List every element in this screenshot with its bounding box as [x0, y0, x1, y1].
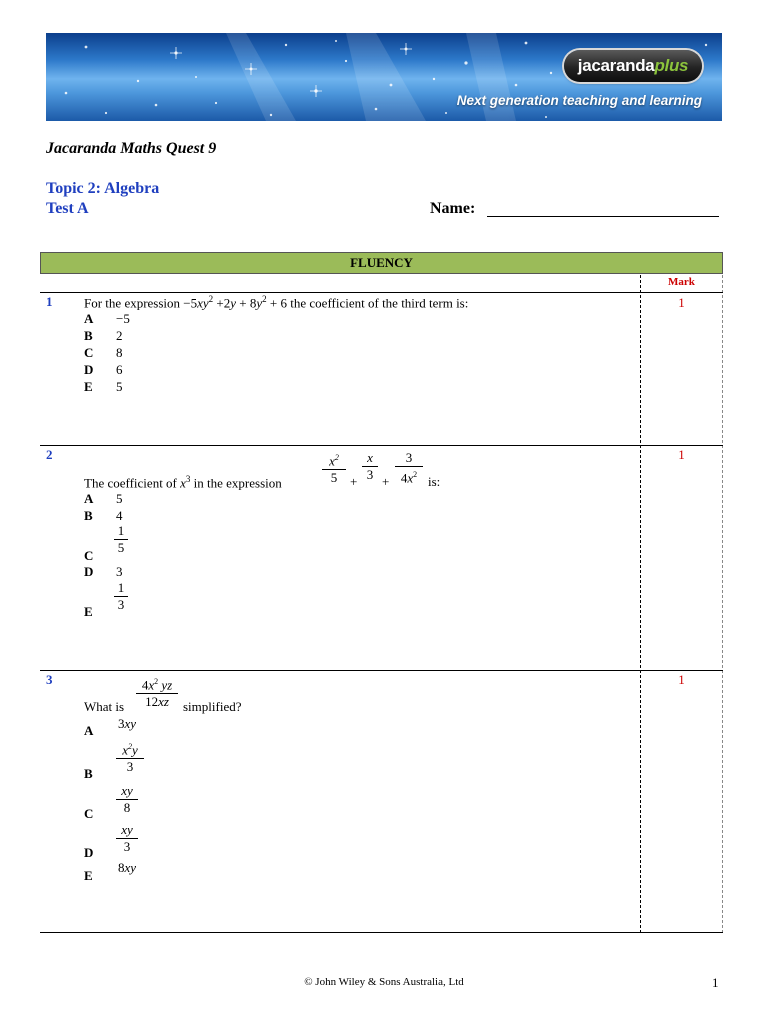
question-number: 3: [46, 672, 53, 687]
question-text-suffix: is:: [428, 474, 441, 489]
option-letter: A: [84, 491, 94, 506]
option-letter: B: [84, 328, 93, 343]
fraction-denominator: 12xz: [145, 694, 169, 710]
option-value-fraction: [116, 784, 138, 815]
book-title: Jacaranda Maths Quest 9: [46, 140, 217, 157]
option-value: 6: [116, 362, 123, 377]
question-text-suffix: the coefficient of the third term is:: [290, 295, 469, 311]
option-value: 4: [116, 508, 123, 523]
fraction-numerator: xy: [121, 783, 133, 798]
fraction-numerator: 1: [117, 523, 125, 538]
option-value: −5: [116, 311, 130, 326]
topic-title: Topic 2: Algebra: [46, 180, 160, 197]
math-term: xy: [197, 295, 209, 311]
fraction-numerator: 1: [117, 580, 125, 595]
test-label: Test A: [46, 200, 89, 217]
option-value: 3: [116, 564, 123, 579]
question-number: 2: [46, 447, 53, 462]
row-divider: [40, 445, 723, 446]
question-text-prefix: The coefficient of: [84, 475, 177, 491]
jacarandaplus-logo: [564, 50, 702, 82]
fraction-denominator: 3: [117, 597, 125, 612]
mark-column-divider: [640, 275, 641, 933]
option-letter: A: [84, 311, 94, 326]
fraction-denominator: 5: [330, 470, 338, 486]
row-divider: [40, 292, 723, 293]
math-exponent: 2: [208, 294, 214, 304]
fraction-numerator: $x^2$: [329, 453, 339, 469]
copyright-footer: © John Wiley & Sons Australia, Ltd: [304, 976, 464, 988]
question-mark: 1: [678, 447, 685, 462]
option-value: 5: [116, 491, 123, 506]
option-value: 8: [116, 345, 123, 360]
question-text-middle: in the expression: [193, 475, 282, 491]
fraction-denominator: 3: [123, 839, 131, 854]
option-value: 8xy: [118, 860, 137, 875]
question-text-suffix: simplified?: [183, 699, 242, 714]
fraction-denominator: 5: [117, 540, 125, 555]
question-mark: 1: [678, 672, 685, 687]
option-value-fraction: [116, 740, 144, 774]
question-mark: 1: [678, 295, 685, 310]
logo-text: [564, 56, 702, 76]
fraction-denominator: 3: [366, 467, 374, 482]
fraction-denominator: $4x^2$: [400, 470, 418, 486]
option-letter: E: [84, 604, 93, 619]
expression-fraction: [136, 675, 178, 709]
option-value-fraction: [116, 823, 138, 854]
fraction-numerator: $x^2y$: [122, 742, 138, 758]
logo-plus-text: plus: [654, 56, 689, 75]
expression-fraction: [395, 451, 423, 485]
option-letter: B: [84, 508, 93, 523]
option-value-fraction: [114, 524, 128, 555]
page-number: 1: [712, 975, 719, 990]
question-text: [84, 474, 282, 491]
logo-main-text: jacaranda: [577, 56, 655, 75]
math-exponent: 3: [185, 474, 191, 484]
option-value-fraction: [114, 581, 128, 612]
name-label: Name:: [430, 200, 476, 217]
option-letter: A: [84, 723, 94, 738]
tagline: Next generation teaching and learning: [456, 93, 702, 108]
option-value: 3xy: [118, 716, 137, 731]
row-divider: [40, 932, 723, 933]
option-letter: D: [84, 845, 94, 860]
option-value: 2: [116, 328, 123, 343]
option-letter: C: [84, 806, 94, 821]
option-letter: D: [84, 362, 94, 377]
fraction-numerator: x: [367, 450, 373, 465]
option-letter: B: [84, 766, 93, 781]
option-letter: C: [84, 345, 94, 360]
option-value: 5: [116, 379, 123, 394]
fraction-bar: [395, 466, 423, 467]
row-divider: [40, 670, 723, 671]
name-field[interactable]: [487, 216, 719, 217]
option-letter: C: [84, 548, 94, 563]
option-letter: D: [84, 564, 94, 579]
fraction-numerator: $4x^2$ yz: [141, 677, 173, 693]
plus-sign: +: [350, 474, 358, 489]
fraction-numerator: 3: [405, 450, 413, 465]
option-letter: E: [84, 379, 93, 394]
plus-sign: +: [382, 474, 390, 489]
fraction-denominator: 3: [126, 759, 134, 775]
header-banner: [46, 33, 722, 121]
math-term: y: [256, 295, 263, 311]
math-exponent: 2: [262, 294, 267, 304]
question-text-prefix: What is: [84, 699, 125, 714]
question-text-prefix: For the expression −5: [84, 295, 198, 311]
mark-column-header: Mark: [668, 276, 695, 288]
table-right-edge: [722, 275, 723, 933]
expression-fraction: [322, 451, 346, 485]
option-letter: E: [84, 868, 93, 883]
question-text: For the expression $-5xy^2 +2y + 8y^2 + 6$ the coefficient of the third term is:: [84, 294, 469, 311]
fraction-denominator: 8: [123, 800, 131, 815]
section-header-fluency: FLUENCY: [40, 252, 723, 274]
math-term: y: [230, 295, 237, 311]
expression-fraction: [362, 451, 378, 482]
question-number: 1: [46, 294, 53, 309]
math-term: x: [180, 475, 186, 491]
fraction-numerator: xy: [121, 822, 133, 837]
